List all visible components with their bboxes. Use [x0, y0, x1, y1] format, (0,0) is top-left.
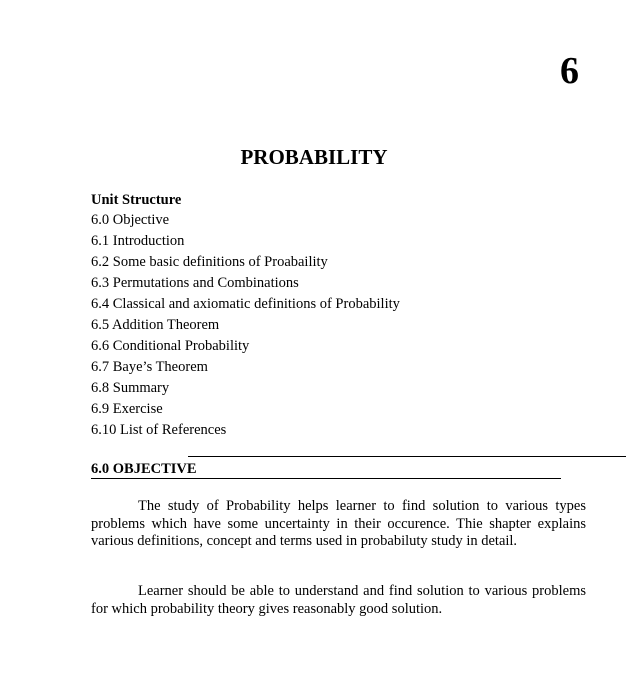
toc-item: 6.1 Introduction	[91, 233, 185, 249]
toc-item: 6.7 Baye’s Theorem	[91, 359, 208, 375]
objective-paragraph: The study of Probability helps learner to find solution to various types problems which have some uncertainty in their occurence. Thie shapter explains various definitions, concept and terms used in probabiluty study in detail.	[91, 498, 586, 549]
top-divider	[188, 456, 626, 457]
toc-item: 6.10 List of References	[91, 422, 227, 438]
toc-item: 6.3 Permutations and Combinations	[91, 275, 299, 291]
toc-item: 6.2 Some basic definitions of Proabaility	[91, 254, 328, 270]
section-heading: 6.0 OBJECTIVE	[91, 461, 197, 477]
toc-item: 6.4 Classical and axiomatic definitions of Probability	[91, 296, 400, 312]
toc-item: 6.6 Conditional Probability	[91, 338, 250, 354]
unit-structure-heading: Unit Structure	[91, 192, 182, 208]
chapter-title: PROBABILITY	[240, 145, 388, 169]
toc-item: 6.8 Summary	[91, 380, 170, 396]
toc-item: 6.5 Addition Theorem	[91, 317, 220, 333]
chapter-number: 6	[560, 50, 579, 92]
objective-paragraph: Learner should be able to understand and find solution to various problems for which probability theory gives reasonably good solution.	[91, 583, 586, 617]
unit-structure	[91, 190, 400, 441]
toc-item: 6.0 Objective	[91, 212, 170, 228]
heading-underline	[91, 478, 561, 479]
table-of-contents	[91, 210, 400, 441]
toc-item: 6.9 Exercise	[91, 401, 163, 417]
